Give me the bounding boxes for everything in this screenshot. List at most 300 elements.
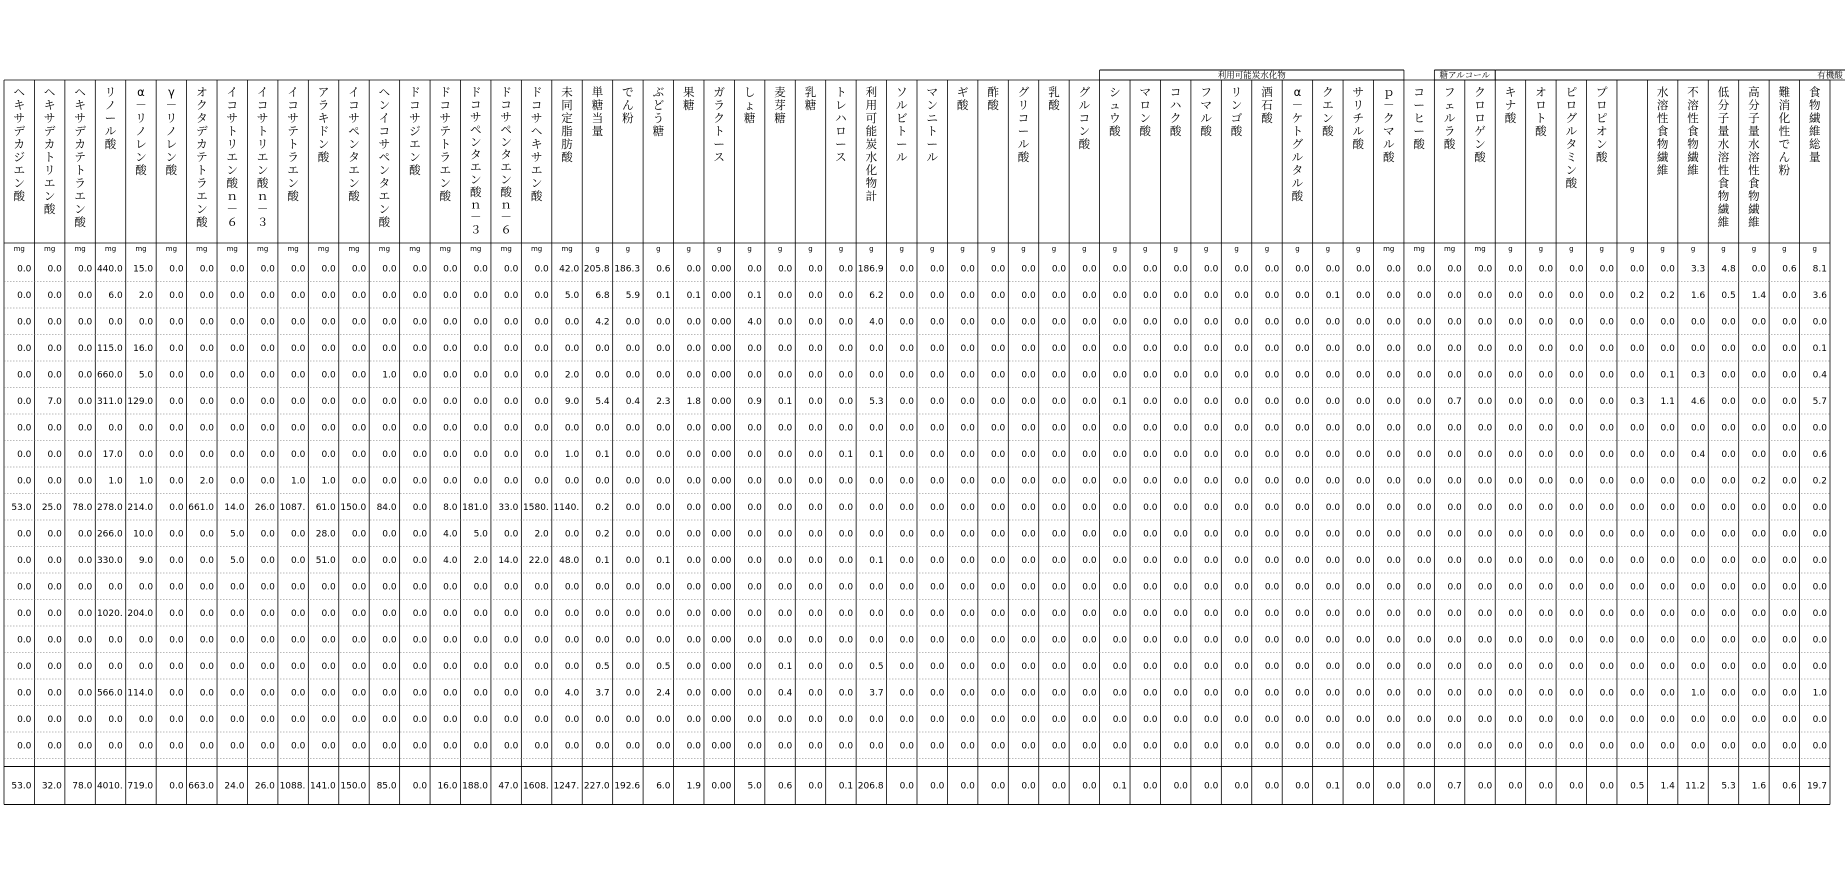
total-cell: 0.0: [1569, 781, 1584, 792]
table-cell: 0.0: [1477, 555, 1493, 566]
table-cell: 0.0: [625, 582, 641, 593]
table-cell: 0.0: [1538, 661, 1554, 672]
column-header-char: ー: [926, 137, 938, 151]
table-cell: 0.0: [169, 635, 184, 646]
table-cell: 2.0: [534, 529, 549, 540]
table-cell: 0.0: [1812, 502, 1827, 513]
table-cell: 0.0: [1295, 688, 1310, 699]
table-cell: 0.0: [1630, 661, 1645, 672]
table-cell: 0.0: [169, 714, 184, 725]
table-cell: 0.0: [1356, 714, 1371, 725]
total-cell: 0.0: [1356, 781, 1371, 792]
table-cell: 0.0: [990, 688, 1006, 699]
table-cell: 0.0: [1690, 476, 1706, 487]
table-cell: 0.0: [1630, 264, 1645, 275]
table-cell: 0.1: [869, 555, 884, 566]
table-cell: 6.2: [869, 290, 884, 301]
table-cell: 0.0: [534, 476, 549, 487]
table-cell: 0.0: [382, 529, 397, 540]
table-cell: 0.0: [169, 688, 184, 699]
table-cell: 0.0: [1630, 423, 1645, 434]
table-cell: 0.0: [1538, 608, 1554, 619]
unit-label: mg: [196, 245, 208, 253]
table-cell: 0.0: [1508, 476, 1523, 487]
column-header-char: テ: [74, 150, 86, 164]
table-cell: 0.0: [990, 661, 1006, 672]
table-cell: 0.0: [960, 582, 975, 593]
table-cell: 0.0: [1538, 582, 1554, 593]
column-header-char: ド: [469, 85, 482, 99]
table-cell: 25.0: [41, 502, 62, 513]
table-cell: 22.0: [528, 555, 549, 566]
column-header-char: ヘ: [43, 85, 56, 99]
table-cell: 0.0: [230, 582, 245, 593]
table-cell: 0.0: [169, 502, 184, 513]
column-header-char: サ: [13, 111, 25, 125]
column-header-char: 定: [561, 111, 573, 125]
table-cell: 0.0: [1112, 423, 1128, 434]
column-header-char: 用: [865, 98, 878, 112]
total-cell: 0.0: [1082, 781, 1097, 792]
table-cell: 5.0: [564, 290, 580, 301]
table-cell: 0.0: [1721, 317, 1736, 328]
table-cell: 0.0: [1051, 688, 1067, 699]
column-header-char: ュ: [1109, 98, 1121, 112]
column-header-char: －: [165, 98, 178, 112]
table-cell: 0.4: [1812, 370, 1827, 381]
table-cell: 0.0: [1569, 555, 1584, 566]
table-cell: 0.0: [1021, 741, 1036, 752]
table-cell: 0.0: [77, 555, 93, 566]
table-cell: 0.0: [382, 635, 397, 646]
column-header-char: 酸: [1169, 124, 1182, 138]
column-header-char: 利: [865, 85, 878, 99]
table-cell: 0.0: [1356, 343, 1371, 354]
unit-label: g: [595, 245, 600, 253]
table-cell: 0.0: [686, 529, 701, 540]
table-cell: 0.0: [1751, 529, 1767, 540]
table-cell: 3.6: [1812, 290, 1827, 301]
table-cell: 15.0: [133, 264, 154, 275]
table-cell: 0.0: [1356, 396, 1371, 407]
table-cell: 0.0: [504, 449, 519, 460]
column-header-char: －: [226, 202, 238, 216]
table-cell: 0.0: [1264, 555, 1280, 566]
column-header-char: エ: [13, 163, 25, 177]
table-cell: 0.0: [1264, 608, 1280, 619]
table-cell: 660.0: [96, 370, 123, 381]
column-header-char: リ: [1230, 85, 1243, 99]
table-cell: 0.0: [504, 635, 519, 646]
table-cell: 0.0: [473, 317, 488, 328]
column-header-char: ロ: [1535, 98, 1547, 112]
table-cell: 0.0: [1356, 449, 1371, 460]
table-cell: 0.1: [686, 290, 701, 301]
column-header-char: 酸: [378, 215, 391, 229]
group-header-label: 糖アルコール: [1439, 71, 1491, 81]
table-cell: 0.0: [412, 502, 428, 513]
table-cell: 0.0: [1538, 688, 1554, 699]
table-cell: 114.0: [127, 688, 154, 699]
column-header-char: リ: [1017, 98, 1030, 112]
unit-label: g: [1234, 245, 1239, 253]
table-cell: 0.0: [1660, 449, 1675, 460]
table-cell: 1.0: [291, 476, 306, 487]
table-cell: 8.1: [1812, 264, 1827, 275]
table-cell: 0.0: [473, 423, 488, 434]
column-header-char: コ: [439, 98, 452, 112]
column-header-char: 単: [591, 85, 604, 99]
table-cell: 0.0: [1021, 502, 1036, 513]
table-cell: 0.0: [199, 396, 215, 407]
column-header-char: ド: [500, 85, 512, 99]
table-cell: 0.0: [230, 343, 245, 354]
column-header-char: コ: [348, 98, 360, 112]
table-cell: 0.0: [443, 714, 458, 725]
column-header-char: コ: [530, 98, 543, 112]
column-header-char: ロ: [1596, 98, 1608, 112]
table-cell: 0.0: [351, 555, 367, 566]
table-cell: 5.4: [595, 396, 610, 407]
table-cell: 0.0: [443, 449, 458, 460]
table-cell: 0.0: [1751, 635, 1767, 646]
table-cell: 0.0: [564, 714, 580, 725]
table-cell: 0.0: [1325, 423, 1341, 434]
column-header-char: カ: [43, 137, 56, 151]
table-cell: 0.0: [656, 476, 671, 487]
total-cell: 0.0: [808, 781, 823, 792]
table-cell: 0.0: [291, 264, 306, 275]
unit-label: g: [1295, 245, 1300, 253]
table-cell: 0.0: [1721, 688, 1736, 699]
table-cell: 0.0: [108, 582, 123, 593]
table-cell: 0.0: [1386, 476, 1401, 487]
column-header-char: 酸: [1261, 111, 1273, 125]
table-cell: 0.0: [321, 317, 336, 328]
column-header-char: ス: [835, 150, 847, 164]
table-cell: 0.0: [990, 290, 1006, 301]
table-cell: 1.4: [1751, 290, 1767, 301]
table-cell: 0.0: [1417, 423, 1432, 434]
column-header-char: ビ: [896, 111, 908, 125]
table-cell: 0.0: [169, 661, 184, 672]
table-cell: 0.0: [1082, 555, 1097, 566]
table-cell: 0.2: [595, 529, 610, 540]
table-cell: 0.2: [1812, 476, 1827, 487]
table-cell: 0.0: [1599, 396, 1614, 407]
group-header-row: [1218, 70, 1845, 81]
table-cell: 0.0: [230, 688, 245, 699]
table-cell: 0.0: [777, 370, 793, 381]
column-header-char: ス: [713, 150, 725, 164]
column-header-char: ン: [165, 150, 178, 164]
column-header-char: エ: [348, 163, 360, 177]
column-header-char: ロ: [835, 124, 847, 138]
column-header-char: ｎ: [256, 189, 269, 203]
table-cell: 0.0: [930, 290, 945, 301]
table-cell: 0.0: [1234, 582, 1249, 593]
table-cell: 0.0: [1112, 741, 1128, 752]
table-cell: 0.0: [169, 343, 184, 354]
table-cell: 0.0: [1021, 555, 1036, 566]
column-header-char: イ: [256, 85, 269, 99]
table-cell: 0.0: [1782, 741, 1797, 752]
table-cell: 4.8: [1721, 264, 1736, 275]
unit-label: g: [1143, 245, 1148, 253]
table-cell: 0.0: [1477, 370, 1493, 381]
table-cell: 0.00: [711, 714, 732, 725]
table-cell: 0.0: [1356, 661, 1371, 672]
column-header-char: キ: [13, 98, 25, 112]
table-cell: 0.0: [1204, 370, 1219, 381]
table-cell: 0.0: [1051, 582, 1067, 593]
total-cell: 150.0: [340, 781, 367, 792]
table-cell: 0.0: [138, 423, 154, 434]
table-cell: 0.0: [808, 290, 823, 301]
table-cell: 0.0: [1569, 529, 1584, 540]
table-cell: 0.0: [1264, 502, 1280, 513]
table-cell: 0.0: [1264, 343, 1280, 354]
unit-label: g: [899, 245, 905, 253]
table-cell: 0.0: [17, 688, 32, 699]
column-header-char: ロ: [1139, 98, 1151, 112]
table-cell: 205.8: [583, 264, 610, 275]
column-header-char: ｎ: [469, 197, 482, 212]
table-cell: 0.0: [1417, 741, 1432, 752]
table-cell: 0.0: [1599, 688, 1614, 699]
column-header-char: 維: [1717, 215, 1730, 229]
table-cell: 0.0: [1782, 476, 1797, 487]
column-header-char: ラ: [713, 98, 725, 112]
unit-label: mg: [1383, 245, 1395, 253]
table-cell: 0.0: [1264, 661, 1280, 672]
table-cell: 0.0: [1417, 317, 1432, 328]
table-cell: 0.0: [1782, 449, 1797, 460]
table-cell: 0.0: [47, 688, 62, 699]
table-cell: 0.0: [1508, 423, 1523, 434]
column-header-char: ル: [1017, 137, 1030, 151]
table-cell: 0.0: [1812, 635, 1827, 646]
column-header-char: 物: [1717, 189, 1730, 203]
column-header-char: 繊: [1656, 150, 1669, 164]
table-cell: 0.0: [1538, 635, 1554, 646]
table-cell: 0.0: [1204, 582, 1219, 593]
table-cell: 3.7: [595, 688, 610, 699]
table-cell: 0.0: [1447, 582, 1462, 593]
column-header-char: 化: [1778, 111, 1791, 125]
table-cell: 0.2: [1751, 476, 1767, 487]
table-cell: 0.2: [595, 502, 610, 513]
table-cell: 0.0: [625, 370, 641, 381]
column-header-char: 麦: [774, 85, 786, 99]
table-cell: 0.0: [1721, 449, 1736, 460]
table-cell: 0.0: [1447, 555, 1462, 566]
table-cell: 0.0: [1569, 502, 1584, 513]
column-header-char: ラ: [196, 176, 208, 190]
column-header-char: 物: [865, 176, 878, 190]
column-header-char: ン: [1322, 111, 1334, 125]
table-cell: 0.00: [711, 741, 732, 752]
column-header-char: ピ: [1565, 85, 1578, 99]
table-cell: 0.0: [412, 343, 428, 354]
column-header-char: 酸: [287, 189, 299, 203]
column-header-char: 酸: [317, 150, 330, 164]
column-header-char: コ: [500, 97, 512, 112]
table-cell: 0.00: [711, 370, 732, 381]
column-header-char: 酸: [74, 215, 86, 229]
column-header-char: 酸: [1596, 150, 1608, 164]
table-cell: 0.0: [1173, 343, 1188, 354]
table-cell: 0.0: [1599, 661, 1614, 672]
column-header-char: リ: [43, 163, 56, 177]
table-cell: 0.0: [1569, 370, 1584, 381]
table-cell: 0.0: [899, 688, 914, 699]
table-cell: 0.0: [960, 741, 975, 752]
column-header-char: レ: [165, 137, 178, 151]
table-cell: 0.0: [1477, 688, 1493, 699]
unit-label: g: [1629, 245, 1635, 253]
table-cell: 0.0: [564, 317, 580, 328]
table-cell: 0.0: [1630, 502, 1645, 513]
column-header-char: エ: [409, 137, 421, 151]
table-cell: 0.0: [1325, 476, 1341, 487]
table-cell: 0.0: [412, 555, 428, 566]
table-cell: 0.0: [1112, 608, 1128, 619]
table-cell: 0.0: [1599, 290, 1614, 301]
table-cell: 0.0: [1051, 396, 1067, 407]
table-cell: 0.00: [711, 449, 732, 460]
table-cell: 0.0: [1356, 529, 1371, 540]
table-cell: 0.0: [1782, 555, 1797, 566]
column-header-char: イ: [226, 85, 238, 99]
table-cell: 0.0: [1782, 290, 1797, 301]
table-cell: 0.0: [17, 343, 32, 354]
table-cell: 0.0: [1721, 529, 1736, 540]
column-header-char: ヘ: [13, 85, 25, 99]
table-cell: 0.0: [1569, 635, 1584, 646]
column-header-char: ン: [317, 137, 330, 151]
table-cell: 4.2: [595, 317, 610, 328]
table-cell: 5.0: [473, 529, 488, 540]
table-cell: 0.0: [869, 608, 884, 619]
table-cell: 115.0: [96, 343, 123, 354]
table-cell: 3.3: [1690, 264, 1706, 275]
table-cell: 0.0: [77, 714, 93, 725]
column-header-char: マ: [1382, 124, 1395, 138]
table-cell: 0.00: [711, 396, 732, 407]
column-header-char: グ: [1078, 85, 1091, 99]
table-cell: 0.0: [930, 661, 945, 672]
table-cell: 266.0: [96, 529, 123, 540]
column-header-char: ん: [622, 98, 634, 112]
table-cell: 2.0: [138, 290, 154, 301]
column-header-char: 計: [865, 189, 878, 203]
column-header-char: マ: [1139, 85, 1151, 99]
table-cell: 0.0: [656, 317, 671, 328]
table-cell: 0.0: [808, 502, 823, 513]
unit-label: g: [1021, 245, 1026, 253]
table-cell: 0.0: [1782, 502, 1797, 513]
table-cell: 0.0: [686, 582, 701, 593]
table-cell: 566.0: [96, 688, 123, 699]
table-cell: 0.0: [1082, 476, 1097, 487]
table-cell: 0.0: [199, 608, 215, 619]
table-cell: 0.0: [230, 317, 245, 328]
total-cell: 19.7: [1806, 781, 1827, 792]
table-cell: 0.0: [1112, 343, 1128, 354]
column-header-char: 石: [1261, 98, 1273, 112]
table-cell: 0.0: [1173, 396, 1188, 407]
table-cell: 0.0: [199, 343, 215, 354]
table-cell: 0.0: [1751, 582, 1767, 593]
table-cell: 0.0: [47, 661, 62, 672]
table-cell: 0.0: [808, 741, 823, 752]
table-cell: 0.0: [47, 555, 62, 566]
table-cell: 0.5: [1721, 290, 1736, 301]
table-cell: 0.0: [747, 370, 762, 381]
table-cell: 661.0: [188, 502, 215, 513]
column-header-char: サ: [287, 111, 299, 125]
unit-label: mg: [530, 245, 543, 253]
table-cell: 0.0: [230, 396, 245, 407]
table-cell: 0.0: [1569, 396, 1584, 407]
column-header-char: サ: [74, 111, 86, 125]
table-cell: 0.0: [47, 264, 62, 275]
column-header-char: ル: [1078, 98, 1091, 112]
column-header-char: 酸: [409, 163, 421, 177]
table-cell: 0.0: [899, 343, 914, 354]
table-cell: 0.0: [169, 396, 184, 407]
table-cell: 0.0: [17, 608, 32, 619]
table-cell: 0.0: [534, 449, 549, 460]
table-cell: 0.0: [1051, 317, 1067, 328]
table-cell: 0.0: [838, 582, 854, 593]
table-cell: 0.0: [199, 661, 215, 672]
table-cell: 0.0: [108, 317, 123, 328]
column-header-char: ６: [226, 215, 238, 229]
table-cell: 0.0: [230, 608, 245, 619]
table-cell: 0.0: [625, 502, 641, 513]
table-cell: 0.4: [777, 688, 793, 699]
total-cell: 0.1: [1325, 781, 1341, 792]
table-cell: 0.0: [382, 476, 397, 487]
table-cell: 0.0: [1599, 317, 1614, 328]
table-cell: 0.0: [930, 608, 945, 619]
table-cell: 0.0: [443, 688, 458, 699]
table-cell: 0.0: [443, 423, 458, 434]
column-header-char: ル: [1352, 124, 1365, 138]
table-cell: 0.0: [1508, 555, 1523, 566]
table-cell: 0.0: [1234, 290, 1249, 301]
table-cell: 0.0: [291, 343, 306, 354]
table-cell: 0.0: [869, 502, 884, 513]
table-cell: 0.0: [1234, 555, 1249, 566]
table-cell: 0.0: [1751, 423, 1767, 434]
table-cell: 0.0: [747, 423, 762, 434]
column-header-char: ラ: [287, 150, 299, 164]
column-header-char: 子: [1717, 111, 1730, 125]
table-cell: 0.0: [960, 449, 975, 460]
column-header-char: 糖: [743, 111, 756, 125]
table-cell: 0.0: [1204, 635, 1219, 646]
table-cell: 0.0: [1660, 635, 1675, 646]
table-cell: 1.0: [138, 476, 154, 487]
table-cell: 33.0: [498, 502, 519, 513]
table-cell: 0.0: [291, 661, 306, 672]
column-header-char: 酸: [1230, 124, 1243, 138]
table-cell: 0.0: [1751, 449, 1767, 460]
table-cell: 0.0: [1569, 714, 1584, 725]
